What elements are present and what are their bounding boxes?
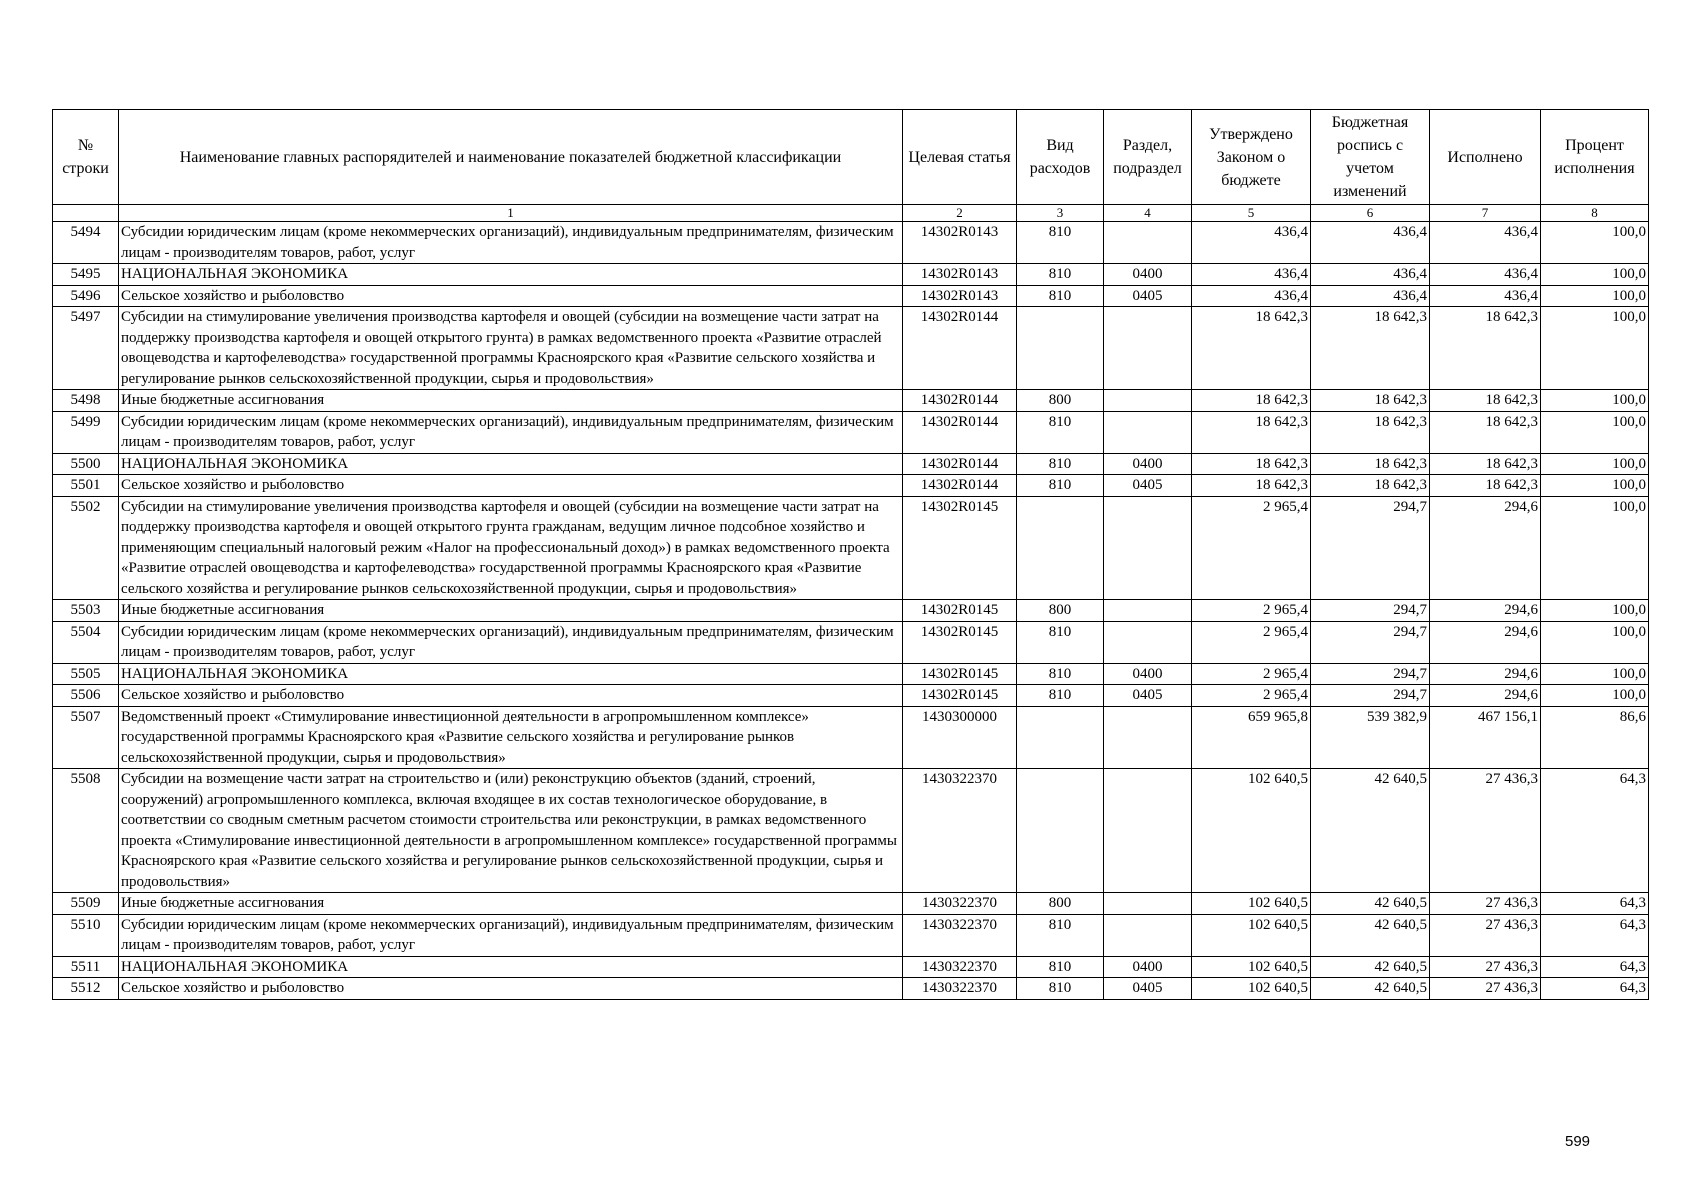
table-row xyxy=(53,956,1649,978)
table-row xyxy=(53,390,1649,412)
section-cell xyxy=(1104,222,1192,264)
section-cell xyxy=(1104,893,1192,915)
section-cell xyxy=(1104,769,1192,893)
target-article-cell: 1430300000 xyxy=(903,706,1017,769)
expense-type-cell: 810 xyxy=(1017,956,1104,978)
executed-cell: 18 642,3 xyxy=(1430,475,1541,497)
executed-cell: 294,6 xyxy=(1430,496,1541,600)
executed-cell: 436,4 xyxy=(1430,264,1541,286)
section-cell: 0400 xyxy=(1104,956,1192,978)
name-cell: Субсидии на стимулирование увеличения производства картофеля и овощей (субсидии на возмещение части затрат на поддержку производства картофеля и овощей открытого грунта) в рамках ведомственного проекта «Развитие отраслей овощеводства и картофелеводства» государственной программы Красноярского края «Развитие сельского хозяйства и регулирование рынков сельскохозяйственной продукции, сырья и продовольствия» xyxy=(119,307,903,390)
target-article-cell: 14302R0144 xyxy=(903,475,1017,497)
budget-schedule-cell: 294,7 xyxy=(1311,663,1430,685)
target-article-cell: 14302R0143 xyxy=(903,222,1017,264)
column-number: 1 xyxy=(119,205,903,222)
budget-schedule-cell: 18 642,3 xyxy=(1311,475,1430,497)
expense-type-cell: 810 xyxy=(1017,978,1104,1000)
budget-schedule-cell: 436,4 xyxy=(1311,222,1430,264)
row-number-cell: 5503 xyxy=(53,600,119,622)
header-percent: Процент исполнения xyxy=(1541,110,1649,205)
header-target-article: Целевая статья xyxy=(903,110,1017,205)
row-number-cell: 5497 xyxy=(53,307,119,390)
row-number-cell: 5504 xyxy=(53,621,119,663)
target-article-cell: 1430322370 xyxy=(903,978,1017,1000)
section-cell xyxy=(1104,621,1192,663)
column-number: 3 xyxy=(1017,205,1104,222)
expense-type-cell xyxy=(1017,307,1104,390)
target-article-cell: 14302R0143 xyxy=(903,285,1017,307)
row-number-cell: 5501 xyxy=(53,475,119,497)
expense-type-cell: 810 xyxy=(1017,663,1104,685)
executed-cell: 436,4 xyxy=(1430,222,1541,264)
section-cell: 0405 xyxy=(1104,475,1192,497)
percent-cell: 100,0 xyxy=(1541,285,1649,307)
table-row xyxy=(53,893,1649,915)
executed-cell: 294,6 xyxy=(1430,621,1541,663)
percent-cell: 64,3 xyxy=(1541,893,1649,915)
approved-cell: 436,4 xyxy=(1192,222,1311,264)
approved-cell: 102 640,5 xyxy=(1192,978,1311,1000)
target-article-cell: 14302R0144 xyxy=(903,390,1017,412)
expense-type-cell: 810 xyxy=(1017,285,1104,307)
row-number-cell: 5507 xyxy=(53,706,119,769)
approved-cell: 659 965,8 xyxy=(1192,706,1311,769)
column-number: 5 xyxy=(1192,205,1311,222)
expense-type-cell xyxy=(1017,706,1104,769)
row-number-cell: 5494 xyxy=(53,222,119,264)
budget-schedule-cell: 294,7 xyxy=(1311,496,1430,600)
name-cell: Сельское хозяйство и рыболовство xyxy=(119,285,903,307)
approved-cell: 102 640,5 xyxy=(1192,914,1311,956)
name-cell: Субсидии юридическим лицам (кроме некоммерческих организаций), индивидуальным предпринимателям, физическим лицам - производителям товаров, работ, услуг xyxy=(119,411,903,453)
name-cell: Субсидии на стимулирование увеличения производства картофеля и овощей (субсидии на возмещение части затрат на поддержку производства картофеля и овощей открытого грунта гражданам, ведущим личное подсобное хозяйство и применяющим специальный налоговый режим «Налог на профессиональный доход») в рамках ведомственного проекта «Развитие отраслей овощеводства и картофелеводства» государственной программы Красноярского края «Развитие сельского хозяйства и регулирование рынков сельскохозяйственной продукции, сырья и продовольствия» xyxy=(119,496,903,600)
budget-schedule-cell: 42 640,5 xyxy=(1311,914,1430,956)
executed-cell: 436,4 xyxy=(1430,285,1541,307)
budget-schedule-cell: 294,7 xyxy=(1311,685,1430,707)
executed-cell: 294,6 xyxy=(1430,600,1541,622)
section-cell xyxy=(1104,706,1192,769)
approved-cell: 102 640,5 xyxy=(1192,956,1311,978)
percent-cell: 64,3 xyxy=(1541,956,1649,978)
percent-cell: 100,0 xyxy=(1541,663,1649,685)
budget-schedule-cell: 436,4 xyxy=(1311,285,1430,307)
header-name: Наименование главных распорядителей и наименование показателей бюджетной классификации xyxy=(119,110,903,205)
executed-cell: 18 642,3 xyxy=(1430,453,1541,475)
column-number: 4 xyxy=(1104,205,1192,222)
percent-cell: 100,0 xyxy=(1541,390,1649,412)
approved-cell: 436,4 xyxy=(1192,264,1311,286)
expense-type-cell: 810 xyxy=(1017,411,1104,453)
header-section: Раздел, подраздел xyxy=(1104,110,1192,205)
percent-cell: 64,3 xyxy=(1541,978,1649,1000)
target-article-cell: 14302R0144 xyxy=(903,411,1017,453)
name-cell: НАЦИОНАЛЬНАЯ ЭКОНОМИКА xyxy=(119,264,903,286)
expense-type-cell: 810 xyxy=(1017,475,1104,497)
section-cell xyxy=(1104,914,1192,956)
expense-type-cell: 810 xyxy=(1017,453,1104,475)
table-row xyxy=(53,978,1649,1000)
budget-schedule-cell: 18 642,3 xyxy=(1311,453,1430,475)
name-cell: Иные бюджетные ассигнования xyxy=(119,893,903,915)
budget-schedule-cell: 42 640,5 xyxy=(1311,956,1430,978)
approved-cell: 2 965,4 xyxy=(1192,621,1311,663)
name-cell: Сельское хозяйство и рыболовство xyxy=(119,978,903,1000)
target-article-cell: 14302R0145 xyxy=(903,496,1017,600)
name-cell: Субсидии юридическим лицам (кроме некоммерческих организаций), индивидуальным предпринимателям, физическим лицам - производителям товаров, работ, услуг xyxy=(119,914,903,956)
target-article-cell: 1430322370 xyxy=(903,956,1017,978)
executed-cell: 27 436,3 xyxy=(1430,914,1541,956)
percent-cell: 100,0 xyxy=(1541,621,1649,663)
approved-cell: 102 640,5 xyxy=(1192,769,1311,893)
column-number-blank xyxy=(53,205,119,222)
executed-cell: 27 436,3 xyxy=(1430,956,1541,978)
percent-cell: 100,0 xyxy=(1541,411,1649,453)
section-cell xyxy=(1104,390,1192,412)
target-article-cell: 14302R0144 xyxy=(903,453,1017,475)
table-row xyxy=(53,914,1649,956)
column-number: 2 xyxy=(903,205,1017,222)
percent-cell: 100,0 xyxy=(1541,496,1649,600)
budget-schedule-cell: 18 642,3 xyxy=(1311,390,1430,412)
column-number-row xyxy=(53,205,1649,222)
row-number-cell: 5502 xyxy=(53,496,119,600)
expense-type-cell: 810 xyxy=(1017,222,1104,264)
section-cell: 0400 xyxy=(1104,453,1192,475)
name-cell: НАЦИОНАЛЬНАЯ ЭКОНОМИКА xyxy=(119,956,903,978)
page-number: 599 xyxy=(1565,1133,1591,1150)
target-article-cell: 14302R0145 xyxy=(903,663,1017,685)
name-cell: НАЦИОНАЛЬНАЯ ЭКОНОМИКА xyxy=(119,453,903,475)
percent-cell: 100,0 xyxy=(1541,685,1649,707)
budget-schedule-cell: 294,7 xyxy=(1311,600,1430,622)
budget-table xyxy=(52,109,1649,1000)
table-row xyxy=(53,685,1649,707)
percent-cell: 100,0 xyxy=(1541,307,1649,390)
target-article-cell: 14302R0145 xyxy=(903,685,1017,707)
section-cell: 0400 xyxy=(1104,663,1192,685)
section-cell xyxy=(1104,411,1192,453)
approved-cell: 102 640,5 xyxy=(1192,893,1311,915)
row-number-cell: 5495 xyxy=(53,264,119,286)
expense-type-cell: 810 xyxy=(1017,264,1104,286)
header-budget-schedule: Бюджетная роспись с учетом изменений xyxy=(1311,110,1430,205)
budget-schedule-cell: 42 640,5 xyxy=(1311,769,1430,893)
percent-cell: 64,3 xyxy=(1541,914,1649,956)
approved-cell: 18 642,3 xyxy=(1192,475,1311,497)
percent-cell: 100,0 xyxy=(1541,475,1649,497)
budget-schedule-cell: 539 382,9 xyxy=(1311,706,1430,769)
table-row xyxy=(53,600,1649,622)
approved-cell: 2 965,4 xyxy=(1192,685,1311,707)
section-cell: 0400 xyxy=(1104,264,1192,286)
header-executed: Исполнено xyxy=(1430,110,1541,205)
table-row xyxy=(53,663,1649,685)
executed-cell: 294,6 xyxy=(1430,663,1541,685)
name-cell: Иные бюджетные ассигнования xyxy=(119,600,903,622)
executed-cell: 27 436,3 xyxy=(1430,978,1541,1000)
table-row xyxy=(53,285,1649,307)
executed-cell: 27 436,3 xyxy=(1430,769,1541,893)
expense-type-cell: 800 xyxy=(1017,600,1104,622)
name-cell: Субсидии на возмещение части затрат на строительство и (или) реконструкцию объектов (зданий, строений, сооружений) агропромышленного комплекса, включая входящее в их состав технологическое оборудование, в соответствии со сводным сметным расчетом стоимости строительства или реконструкции, в рамках ведомственного проекта «Стимулирование инвестиционной деятельности в агропромышленном комплексе» государственной программы Красноярского края «Развитие сельского хозяйства и регулирование рынков сельскохозяйственной продукции, сырья и продовольствия» xyxy=(119,769,903,893)
name-cell: Сельское хозяйство и рыболовство xyxy=(119,685,903,707)
approved-cell: 436,4 xyxy=(1192,285,1311,307)
approved-cell: 2 965,4 xyxy=(1192,496,1311,600)
table-header-row xyxy=(53,110,1649,205)
percent-cell: 86,6 xyxy=(1541,706,1649,769)
percent-cell: 100,0 xyxy=(1541,264,1649,286)
expense-type-cell: 810 xyxy=(1017,621,1104,663)
section-cell xyxy=(1104,307,1192,390)
expense-type-cell xyxy=(1017,769,1104,893)
row-number-cell: 5508 xyxy=(53,769,119,893)
section-cell xyxy=(1104,496,1192,600)
table-row xyxy=(53,706,1649,769)
section-cell: 0405 xyxy=(1104,285,1192,307)
row-number-cell: 5500 xyxy=(53,453,119,475)
approved-cell: 2 965,4 xyxy=(1192,600,1311,622)
header-approved: Утверждено Законом о бюджете xyxy=(1192,110,1311,205)
row-number-cell: 5510 xyxy=(53,914,119,956)
row-number-cell: 5511 xyxy=(53,956,119,978)
percent-cell: 100,0 xyxy=(1541,222,1649,264)
executed-cell: 18 642,3 xyxy=(1430,390,1541,412)
table-row xyxy=(53,411,1649,453)
expense-type-cell xyxy=(1017,496,1104,600)
name-cell: Иные бюджетные ассигнования xyxy=(119,390,903,412)
name-cell: Субсидии юридическим лицам (кроме некоммерческих организаций), индивидуальным предпринимателям, физическим лицам - производителям товаров, работ, услуг xyxy=(119,222,903,264)
budget-schedule-cell: 18 642,3 xyxy=(1311,411,1430,453)
row-number-cell: 5499 xyxy=(53,411,119,453)
budget-schedule-cell: 436,4 xyxy=(1311,264,1430,286)
column-number: 8 xyxy=(1541,205,1649,222)
expense-type-cell: 800 xyxy=(1017,390,1104,412)
table-row xyxy=(53,453,1649,475)
table-row xyxy=(53,769,1649,893)
executed-cell: 18 642,3 xyxy=(1430,307,1541,390)
target-article-cell: 14302R0144 xyxy=(903,307,1017,390)
section-cell: 0405 xyxy=(1104,978,1192,1000)
column-number: 7 xyxy=(1430,205,1541,222)
table-row xyxy=(53,496,1649,600)
percent-cell: 64,3 xyxy=(1541,769,1649,893)
percent-cell: 100,0 xyxy=(1541,600,1649,622)
approved-cell: 18 642,3 xyxy=(1192,453,1311,475)
approved-cell: 18 642,3 xyxy=(1192,390,1311,412)
expense-type-cell: 810 xyxy=(1017,685,1104,707)
row-number-cell: 5505 xyxy=(53,663,119,685)
table-body xyxy=(53,222,1649,1000)
executed-cell: 294,6 xyxy=(1430,685,1541,707)
name-cell: Сельское хозяйство и рыболовство xyxy=(119,475,903,497)
row-number-cell: 5496 xyxy=(53,285,119,307)
section-cell: 0405 xyxy=(1104,685,1192,707)
budget-schedule-cell: 42 640,5 xyxy=(1311,893,1430,915)
row-number-cell: 5509 xyxy=(53,893,119,915)
budget-schedule-cell: 18 642,3 xyxy=(1311,307,1430,390)
approved-cell: 18 642,3 xyxy=(1192,411,1311,453)
table-row xyxy=(53,307,1649,390)
table-row xyxy=(53,621,1649,663)
table-row xyxy=(53,475,1649,497)
target-article-cell: 1430322370 xyxy=(903,893,1017,915)
section-cell xyxy=(1104,600,1192,622)
header-row-number: № строки xyxy=(53,110,119,205)
header-expense-type: Вид расходов xyxy=(1017,110,1104,205)
approved-cell: 2 965,4 xyxy=(1192,663,1311,685)
percent-cell: 100,0 xyxy=(1541,453,1649,475)
table-row xyxy=(53,222,1649,264)
table-row xyxy=(53,264,1649,286)
name-cell: НАЦИОНАЛЬНАЯ ЭКОНОМИКА xyxy=(119,663,903,685)
row-number-cell: 5512 xyxy=(53,978,119,1000)
executed-cell: 18 642,3 xyxy=(1430,411,1541,453)
target-article-cell: 14302R0143 xyxy=(903,264,1017,286)
expense-type-cell: 800 xyxy=(1017,893,1104,915)
name-cell: Субсидии юридическим лицам (кроме некоммерческих организаций), индивидуальным предпринимателям, физическим лицам - производителям товаров, работ, услуг xyxy=(119,621,903,663)
budget-schedule-cell: 294,7 xyxy=(1311,621,1430,663)
budget-schedule-cell: 42 640,5 xyxy=(1311,978,1430,1000)
target-article-cell: 1430322370 xyxy=(903,769,1017,893)
target-article-cell: 1430322370 xyxy=(903,914,1017,956)
approved-cell: 18 642,3 xyxy=(1192,307,1311,390)
executed-cell: 467 156,1 xyxy=(1430,706,1541,769)
expense-type-cell: 810 xyxy=(1017,914,1104,956)
name-cell: Ведомственный проект «Стимулирование инвестиционной деятельности в агропромышленном комплексе» государственной программы Красноярского края «Развитие сельского хозяйства и регулирование рынков сельскохозяйственной продукции, сырья и продовольствия» xyxy=(119,706,903,769)
target-article-cell: 14302R0145 xyxy=(903,600,1017,622)
column-number: 6 xyxy=(1311,205,1430,222)
target-article-cell: 14302R0145 xyxy=(903,621,1017,663)
row-number-cell: 5498 xyxy=(53,390,119,412)
executed-cell: 27 436,3 xyxy=(1430,893,1541,915)
row-number-cell: 5506 xyxy=(53,685,119,707)
